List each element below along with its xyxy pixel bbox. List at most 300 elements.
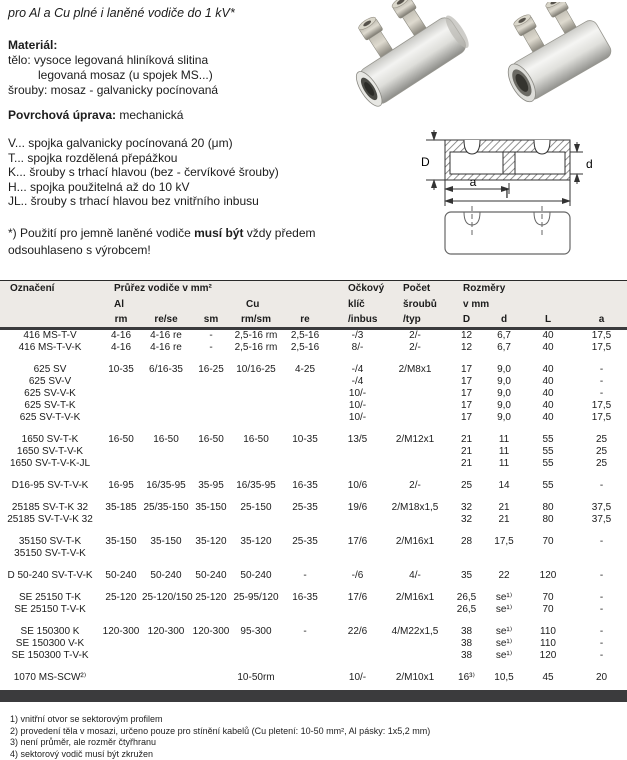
value-cell: 17,5: [576, 342, 627, 354]
value-cell: 14: [488, 480, 520, 492]
value-cell: 10-50rm: [232, 672, 280, 684]
value-cell: [445, 548, 488, 560]
value-cell: 6/16-35: [142, 364, 190, 376]
table-row: [0, 388, 627, 400]
legend-line-jl: JL.. šrouby s trhací hlavou bez vnitřního inbusu: [8, 194, 340, 209]
value-cell: 32: [445, 502, 488, 514]
value-cell: 120-300: [190, 626, 232, 638]
value-cell: -: [576, 480, 627, 492]
value-cell: 11: [488, 458, 520, 470]
value-cell: [385, 388, 445, 400]
value-cell: [280, 638, 330, 650]
footnote-2: 2) provedení těla v mosazi, určeno pouze pro stínění kabelů (Cu pletení: 10-50 mm², Al pásky: 1x5,2 mm): [10, 726, 430, 738]
header-dim-a: a: [576, 313, 627, 329]
header-rmsm: rm/sm: [232, 313, 280, 329]
value-cell: 26,5: [445, 592, 488, 604]
header-re: re: [280, 313, 330, 329]
value-cell: 35-150: [190, 502, 232, 514]
value-cell: [100, 376, 142, 388]
designation-cell: SE 25150 T-V-K: [0, 604, 100, 616]
value-cell: [232, 604, 280, 616]
value-cell: 16-95: [100, 480, 142, 492]
dimension-label-d: d: [586, 157, 593, 171]
value-cell: 17,5: [576, 412, 627, 424]
value-cell: -: [190, 342, 232, 354]
dimension-label-D: D: [421, 155, 430, 169]
table-row: [0, 672, 627, 684]
value-cell: 10/-: [330, 672, 385, 684]
value-cell: 37,5: [576, 514, 627, 526]
value-cell: 22/6: [330, 626, 385, 638]
value-cell: 45: [520, 672, 576, 684]
value-cell: [330, 548, 385, 560]
group-gap: [0, 582, 627, 592]
designation-cell: 625 SV: [0, 364, 100, 376]
value-cell: 80: [520, 502, 576, 514]
value-cell: [232, 548, 280, 560]
value-cell: 2/M8x1: [385, 364, 445, 376]
value-cell: 2/M12x1: [385, 434, 445, 446]
value-cell: [232, 446, 280, 458]
value-cell: 35-120: [190, 536, 232, 548]
value-cell: 2/-: [385, 480, 445, 492]
designation-cell: 25185 SV-T-V-K 32: [0, 514, 100, 526]
dimension-label-a: a: [470, 175, 477, 189]
value-cell: 6,7: [488, 342, 520, 354]
value-cell: [100, 604, 142, 616]
value-cell: 4-25: [280, 364, 330, 376]
value-cell: 17,5: [576, 400, 627, 412]
value-cell: 10-35: [280, 434, 330, 446]
header-oznaceni: Označení: [0, 281, 100, 297]
value-cell: [142, 514, 190, 526]
value-cell: 21: [445, 458, 488, 470]
value-cell: [100, 638, 142, 650]
value-cell: 70: [520, 604, 576, 616]
value-cell: [520, 548, 576, 560]
group-gap: [0, 526, 627, 536]
value-cell: [232, 458, 280, 470]
value-cell: 70: [520, 536, 576, 548]
value-cell: 12: [445, 342, 488, 354]
value-cell: [190, 446, 232, 458]
table-row: [0, 604, 627, 616]
value-cell: [280, 514, 330, 526]
note-bold: musí být: [194, 226, 243, 240]
header-dim-L: L: [520, 313, 576, 329]
value-cell: -: [190, 329, 232, 343]
value-cell: [280, 376, 330, 388]
value-cell: [385, 638, 445, 650]
value-cell: 95-300: [232, 626, 280, 638]
value-cell: [142, 638, 190, 650]
value-cell: 50-240: [190, 570, 232, 582]
value-cell: 17,5: [488, 536, 520, 548]
value-cell: 2,5-16 rm: [232, 329, 280, 343]
value-cell: 17: [445, 376, 488, 388]
value-cell: 120-300: [100, 626, 142, 638]
value-cell: [142, 376, 190, 388]
value-cell: [142, 458, 190, 470]
value-cell: 16-35: [280, 592, 330, 604]
table-row: [0, 536, 627, 548]
value-cell: [330, 638, 385, 650]
value-cell: -: [576, 626, 627, 638]
table-row: [0, 364, 627, 376]
value-cell: [100, 672, 142, 684]
value-cell: 13/5: [330, 434, 385, 446]
value-cell: 25-95/120: [232, 592, 280, 604]
value-cell: 2,5-16 rm: [232, 342, 280, 354]
value-cell: [280, 400, 330, 412]
table-row: [0, 592, 627, 604]
material-line-3: šrouby: mosaz - galvanicky pocínovaná: [8, 83, 340, 98]
value-cell: -: [576, 570, 627, 582]
value-cell: 35-150: [100, 536, 142, 548]
value-cell: 21: [488, 502, 520, 514]
surface-label: Povrchová úprava:: [8, 108, 116, 122]
value-cell: 50-240: [232, 570, 280, 582]
value-cell: 55: [520, 446, 576, 458]
table-row: [0, 638, 627, 650]
header-sm: sm: [190, 313, 232, 329]
value-cell: [190, 412, 232, 424]
table-row: [0, 570, 627, 582]
value-cell: -: [280, 626, 330, 638]
value-cell: 8/-: [330, 342, 385, 354]
table-row: [0, 458, 627, 470]
table-row: [0, 514, 627, 526]
value-cell: 55: [520, 480, 576, 492]
value-cell: 10/16-25: [232, 364, 280, 376]
value-cell: [280, 548, 330, 560]
value-cell: 120: [520, 570, 576, 582]
value-cell: 22: [488, 570, 520, 582]
value-cell: 16-25: [190, 364, 232, 376]
value-cell: [232, 514, 280, 526]
designation-cell: SE 150300 K: [0, 626, 100, 638]
value-cell: -: [576, 364, 627, 376]
value-cell: -/3: [330, 329, 385, 343]
value-cell: [330, 446, 385, 458]
value-cell: 70: [520, 592, 576, 604]
header-cu: Cu: [232, 297, 280, 313]
value-cell: 25: [576, 434, 627, 446]
value-cell: [190, 376, 232, 388]
designation-cell: 1650 SV-T-K: [0, 434, 100, 446]
value-cell: [280, 412, 330, 424]
designation-cell: 1650 SV-T-V-K-JL: [0, 458, 100, 470]
value-cell: 17/6: [330, 592, 385, 604]
value-cell: 2/M16x1: [385, 592, 445, 604]
value-cell: 4-16 re: [142, 342, 190, 354]
value-cell: 80: [520, 514, 576, 526]
value-cell: 16-50: [142, 434, 190, 446]
value-cell: se¹⁾: [488, 626, 520, 638]
group-gap: [0, 492, 627, 502]
value-cell: 40: [520, 388, 576, 400]
table-row: [0, 434, 627, 446]
value-cell: 9,0: [488, 388, 520, 400]
value-cell: [190, 604, 232, 616]
group-gap: [0, 424, 627, 434]
header-prurez: Průřez vodiče v mm²: [100, 281, 330, 297]
value-cell: 25-35: [280, 502, 330, 514]
value-cell: 17: [445, 364, 488, 376]
header-inbus: /inbus: [330, 313, 385, 329]
value-cell: 11: [488, 434, 520, 446]
legend-line-h: H... spojka použitelná až do 10 kV: [8, 180, 340, 195]
value-cell: 16-35: [280, 480, 330, 492]
value-cell: [385, 514, 445, 526]
group-gap: [0, 662, 627, 672]
header-dim-D: D: [445, 313, 488, 329]
value-cell: 21: [445, 434, 488, 446]
value-cell: 17: [445, 388, 488, 400]
note-post: vždy předem odsouhlaseno s výrobcem!: [8, 226, 315, 257]
value-cell: [100, 458, 142, 470]
value-cell: 25-35: [280, 536, 330, 548]
designation-cell: 1070 MS-SCW²⁾: [0, 672, 100, 684]
outline-view: [445, 206, 570, 254]
designation-cell: 1650 SV-T-V-K: [0, 446, 100, 458]
value-cell: 35-150: [142, 536, 190, 548]
group-gap: [0, 616, 627, 626]
value-cell: [330, 604, 385, 616]
material-line-1: tělo: vysoce legovaná hliníková slitina: [8, 53, 340, 68]
value-cell: [100, 548, 142, 560]
table-row: [0, 342, 627, 354]
value-cell: -: [576, 388, 627, 400]
value-cell: 25/35-150: [142, 502, 190, 514]
table-row: [0, 626, 627, 638]
value-cell: 40: [520, 400, 576, 412]
value-cell: 25: [445, 480, 488, 492]
header-typ: /typ: [385, 313, 445, 329]
value-cell: [142, 412, 190, 424]
value-cell: 50-240: [100, 570, 142, 582]
value-cell: [190, 650, 232, 662]
value-cell: [280, 672, 330, 684]
header-al: Al: [100, 297, 142, 313]
value-cell: 11: [488, 446, 520, 458]
value-cell: [280, 650, 330, 662]
value-cell: 28: [445, 536, 488, 548]
value-cell: 25-120: [100, 592, 142, 604]
value-cell: [385, 458, 445, 470]
designation-cell: 625 SV-V-K: [0, 388, 100, 400]
value-cell: 25: [576, 458, 627, 470]
designation-cell: SE 25150 T-K: [0, 592, 100, 604]
value-cell: [330, 514, 385, 526]
value-cell: 20: [576, 672, 627, 684]
dimension-diagram: [420, 128, 620, 263]
value-cell: se¹⁾: [488, 604, 520, 616]
value-cell: [385, 400, 445, 412]
header-vmm: v mm: [445, 297, 488, 313]
value-cell: 16/35-95: [232, 480, 280, 492]
value-cell: 110: [520, 638, 576, 650]
legend-line-v: V... spojka galvanicky pocínovaná 20 (μm): [8, 136, 340, 151]
value-cell: -: [576, 650, 627, 662]
designation-cell: D16-95 SV-T-V-K: [0, 480, 100, 492]
value-cell: se¹⁾: [488, 638, 520, 650]
value-cell: 110: [520, 626, 576, 638]
value-cell: 4-16: [100, 329, 142, 343]
value-cell: 21: [445, 446, 488, 458]
surface-value: mechanická: [116, 108, 183, 122]
value-cell: 2,5-16: [280, 329, 330, 343]
value-cell: [190, 388, 232, 400]
value-cell: [190, 672, 232, 684]
table-row: [0, 329, 627, 343]
value-cell: 9,0: [488, 412, 520, 424]
designation-cell: 35150 SV-T-V-K: [0, 548, 100, 560]
value-cell: 40: [520, 412, 576, 424]
value-cell: [142, 672, 190, 684]
value-cell: 16-50: [232, 434, 280, 446]
value-cell: 10,5: [488, 672, 520, 684]
value-cell: [142, 548, 190, 560]
value-cell: -: [576, 638, 627, 650]
value-cell: 16/35-95: [142, 480, 190, 492]
value-cell: 16-50: [100, 434, 142, 446]
group-gap: [0, 354, 627, 364]
value-cell: 10/-: [330, 388, 385, 400]
table-row: [0, 400, 627, 412]
value-cell: 17/6: [330, 536, 385, 548]
value-cell: 40: [520, 376, 576, 388]
value-cell: [385, 650, 445, 662]
value-cell: 19/6: [330, 502, 385, 514]
usage-note: [8, 225, 338, 259]
value-cell: [488, 548, 520, 560]
table-row: [0, 480, 627, 492]
value-cell: [190, 638, 232, 650]
designation-cell: 625 SV-V: [0, 376, 100, 388]
value-cell: 40: [520, 329, 576, 343]
value-cell: -: [576, 536, 627, 548]
value-cell: 35-185: [100, 502, 142, 514]
value-cell: [280, 604, 330, 616]
value-cell: [142, 604, 190, 616]
value-cell: 17,5: [576, 329, 627, 343]
value-cell: 2/M16x1: [385, 536, 445, 548]
value-cell: [142, 400, 190, 412]
value-cell: [232, 400, 280, 412]
value-cell: -: [280, 570, 330, 582]
value-cell: 55: [520, 434, 576, 446]
value-cell: [385, 412, 445, 424]
value-cell: [576, 548, 627, 560]
value-cell: 25: [576, 446, 627, 458]
footnote-4: 4) sektorový vodič musí být zkružen: [10, 749, 430, 760]
header-klic: klíč: [330, 297, 385, 313]
value-cell: [142, 446, 190, 458]
connector-photo-right: [486, 2, 626, 122]
value-cell: 2/-: [385, 342, 445, 354]
value-cell: 40: [520, 342, 576, 354]
header-dim-d: d: [488, 313, 520, 329]
value-cell: 50-240: [142, 570, 190, 582]
value-cell: [100, 446, 142, 458]
value-cell: 32: [445, 514, 488, 526]
legend-line-t: T... spojka rozdělená přepážkou: [8, 151, 340, 166]
value-cell: [385, 604, 445, 616]
value-cell: 16³⁾: [445, 672, 488, 684]
value-cell: [100, 400, 142, 412]
footnote-1: 1) vnitřní otvor se sektorovým profilem: [10, 714, 430, 726]
value-cell: 10/-: [330, 400, 385, 412]
designation-cell: 35150 SV-T-K: [0, 536, 100, 548]
value-cell: 4-16: [100, 342, 142, 354]
value-cell: 9,0: [488, 376, 520, 388]
table-row: [0, 548, 627, 560]
value-cell: [100, 650, 142, 662]
value-cell: 25-150: [232, 502, 280, 514]
value-cell: [190, 514, 232, 526]
value-cell: 17: [445, 400, 488, 412]
group-gap: [0, 470, 627, 480]
connector-photo-left: [336, 0, 484, 124]
value-cell: 9,0: [488, 364, 520, 376]
table-header: [0, 281, 627, 329]
value-cell: 37,5: [576, 502, 627, 514]
value-cell: 35-120: [232, 536, 280, 548]
designation-cell: 625 SV-T-K: [0, 400, 100, 412]
value-cell: 4/-: [385, 570, 445, 582]
value-cell: [232, 376, 280, 388]
header-pocet: Počet: [385, 281, 445, 297]
value-cell: [385, 376, 445, 388]
legend-line-k: K... šrouby s trhací hlavou (bez - červíkové šrouby): [8, 165, 340, 180]
value-cell: [190, 400, 232, 412]
value-cell: [280, 388, 330, 400]
material-line-2: legovaná mosaz (u spojek MS...): [8, 68, 340, 83]
designation-cell: 416 MS-T-V-K: [0, 342, 100, 354]
value-cell: [100, 514, 142, 526]
value-cell: -/4: [330, 364, 385, 376]
value-cell: 25-120/150: [142, 592, 190, 604]
value-cell: 120: [520, 650, 576, 662]
table-row: [0, 412, 627, 424]
intro-text-block: [8, 6, 340, 259]
type-legend: [8, 136, 340, 209]
spec-table-body: [0, 329, 627, 703]
designation-cell: SE 150300 T-V-K: [0, 650, 100, 662]
value-cell: 12: [445, 329, 488, 343]
value-cell: 38: [445, 638, 488, 650]
material-heading: Materiál:: [8, 38, 340, 53]
value-cell: 35-95: [190, 480, 232, 492]
value-cell: -/4: [330, 376, 385, 388]
value-cell: [385, 446, 445, 458]
table-bottom-rule: [0, 690, 627, 702]
value-cell: [190, 548, 232, 560]
table-row: [0, 650, 627, 662]
header-rozmery: Rozměry: [445, 281, 627, 297]
table-row: [0, 446, 627, 458]
value-cell: -: [576, 592, 627, 604]
designation-cell: D 50-240 SV-T-V-K: [0, 570, 100, 582]
value-cell: [232, 388, 280, 400]
designation-cell: 416 MS-T-V: [0, 329, 100, 343]
surface-line: [8, 108, 340, 123]
value-cell: [280, 458, 330, 470]
value-cell: [385, 548, 445, 560]
value-cell: se¹⁾: [488, 592, 520, 604]
value-cell: -: [576, 604, 627, 616]
